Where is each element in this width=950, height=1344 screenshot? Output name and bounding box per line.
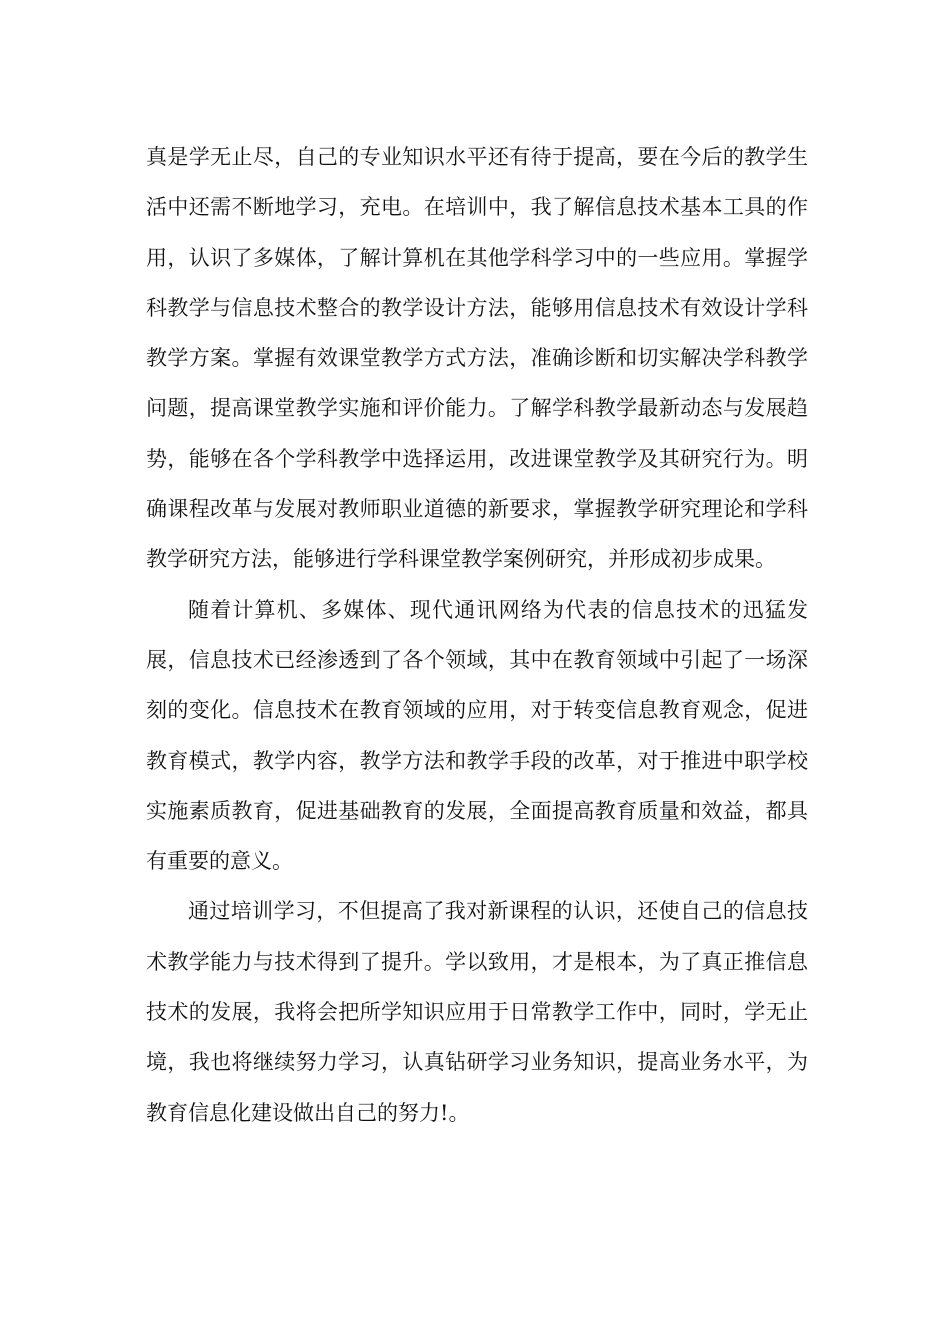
document-body: [146, 132, 808, 1138]
paragraph-2: 随着计算机、多媒体、现代通讯网络为代表的信息技术的迅猛发展，信息技术已经渗透到了各个领域，其中在教育领域中引起了一场深刻的变化。信息技术在教育领域的应用，对于转变信息教育观念，促进教育模式，教学内容，教学方法和教学手段的改革，对于推进中职学校实施素质教育，促进基础教育的发展，全面提高教育质量和效益，都具有重要的意义。: [146, 597, 808, 874]
paragraph-1: 真是学无止尽，自己的专业知识水平还有待于提高，要在今后的教学生活中还需不断地学习，充电。在培训中，我了解信息技术基本工具的作用，认识了多媒体，了解计算机在其他学科学习中的一些应用。掌握学科教学与信息技术整合的教学设计方法，能够用信息技术有效设计学科教学方案。掌握有效课堂教学方式方法，准确诊断和切实解决学科教学问题，提高课堂教学实施和评价能力。了解学科教学最新动态与发展趋势，能够在各个学科教学中选择运用，改进课堂教学及其研究行为。明确课程改革与发展对教师职业道德的新要求，掌握教学研究理论和学科教学研究方法，能够进行学科课堂教学案例研究，并形成初步成果。: [146, 145, 808, 572]
paragraph-3: 通过培训学习，不但提高了我对新课程的认识，还使自己的信息技术教学能力与技术得到了提升。学以致用，才是根本，为了真正推信息技术的发展，我将会把所学知识应用于日常教学工作中，同时，学无止境，我也将继续努力学习，认真钻研学习业务知识，提高业务水平，为教育信息化建设做出自己的努力!。: [146, 899, 808, 1125]
